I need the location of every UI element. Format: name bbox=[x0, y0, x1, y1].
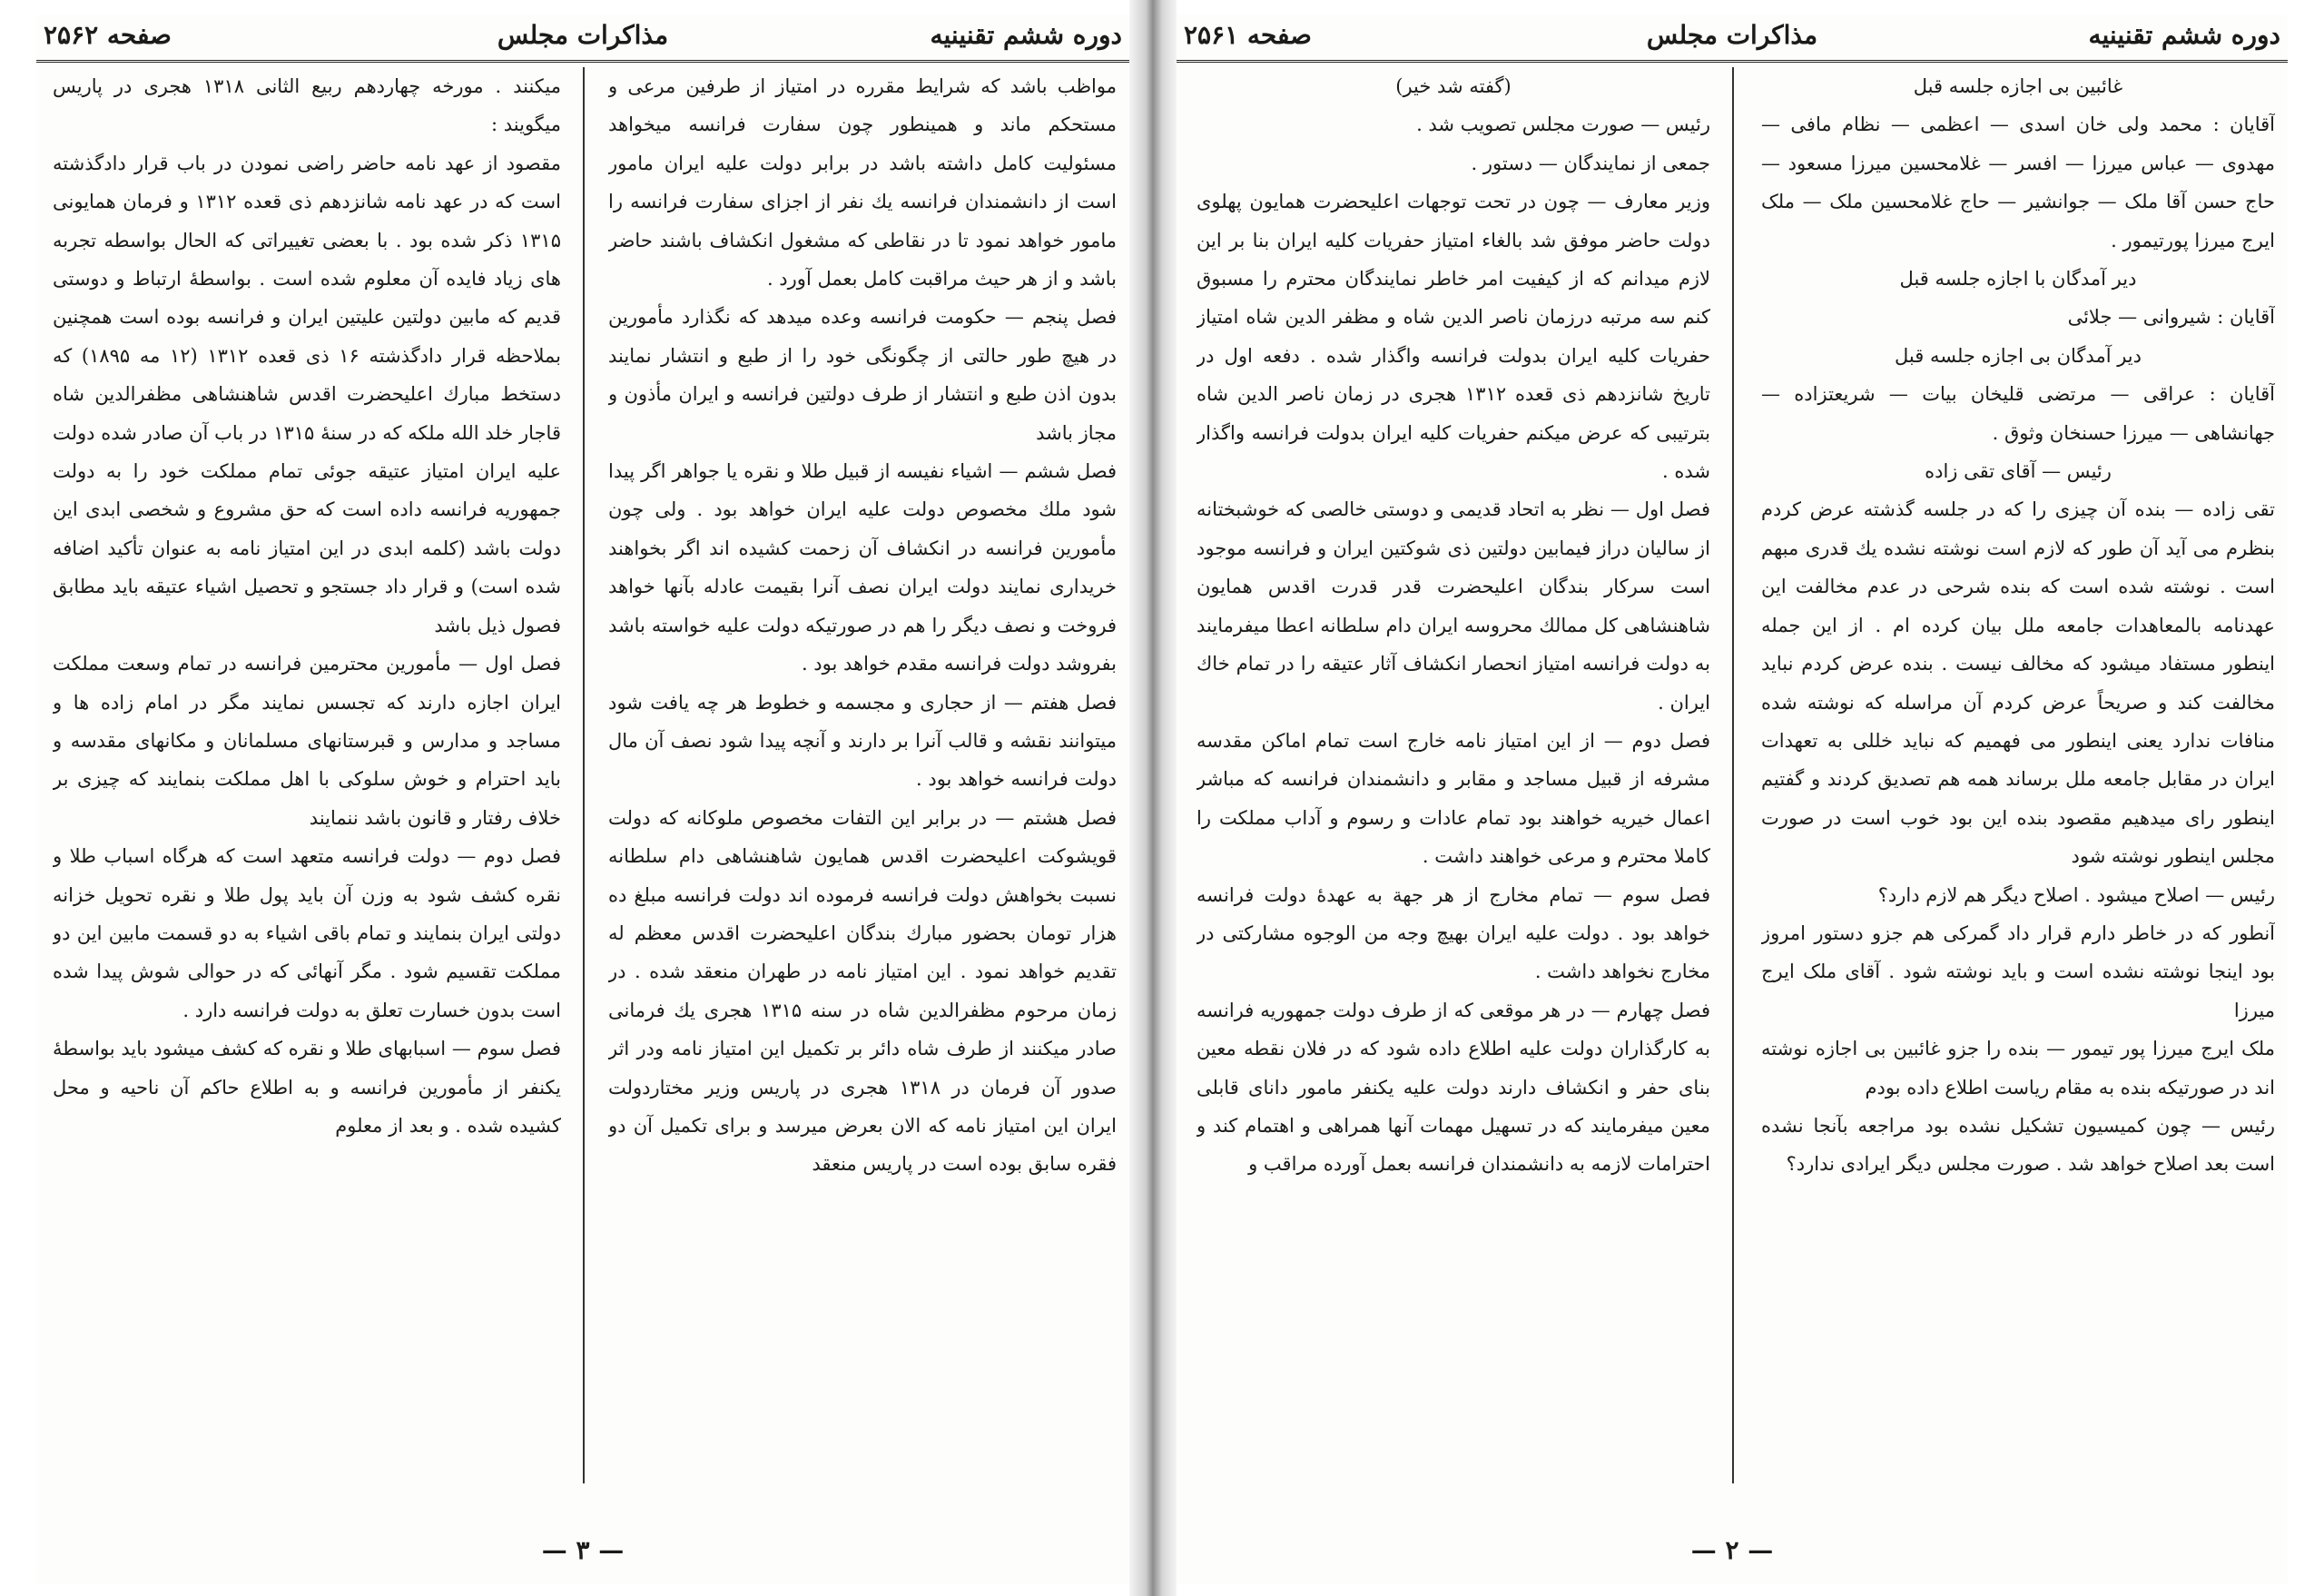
left-header-title: مذاکرات مجلس bbox=[497, 20, 669, 50]
paragraph: غائبین بی اجازه جلسه قبل bbox=[1913, 75, 2123, 97]
paragraph: فصل ششم — اشیاء نفیسه از قبیل طلا و نقره یا جواهر اگر پیدا شود ملك مخصوص دولت علیه ایران خواهد بود . ولی چون مأمورین فرانسه در انکشاف آن زحمت کشیده اند اگر بخواهند خریداری نمایند دولت ایران نصف آنرا بقیمت عادله بآنها خواهد فروخت و نصف دیگر را هم در صورتیکه دولت علیه خواسته باشد بفروشد دولت فرانسه مقدم خواهد بود . bbox=[608, 460, 1117, 675]
left-header-page-number: صفحه ۲۵۶۲ bbox=[44, 20, 172, 50]
paragraph: رئیس — چون کمیسیون تشکیل نشده بود مراجعه بآنجا نشده است بعد اصلاح خواهد شد . صورت مجلس دیگر ایرادی ندارد؟ bbox=[1761, 1114, 2275, 1176]
left-page bbox=[36, 15, 1129, 1583]
paragraph: فصل دوم — دولت فرانسه متعهد است که هرگاه اسباب طلا و نقره کشف شود به وزن آن باید پول طلا و نقره تحویل خزانه دولتی ایران بنمایند و تمام باقی اشیاء به دو قسمت مابین این دو مملکت تقسیم شود . مگر آنهائی که در حوالی شوش پیدا شده است بدون خسارت تعلق به دولت فرانسه دارد . bbox=[53, 845, 561, 1021]
right-page-header bbox=[1177, 15, 2288, 63]
paragraph: مقصود از عهد نامه حاضر راضی نمودن در باب قرار دادگذشته است که در عهد نامه شانزدهم ذی قعده ۱۳۱۲ و فرمان همایونی ۱۳۱۵ ذکر شده بود . با بعضی تغییراتی که الحال بواسطه تجربه های زیاد فایده آن معلوم شده است . بواسطهٔ ارتباط و دوستی قدیم که مابین دولتین علیتین ایران و فرانسه بوده است همچنین بملاحظه قرار دادگذشته ۱۶ ذی قعده ۱۳۱۲ (۱۲ مه ۱۸۹۵) که دستخط مبارك اعلیحضرت اقدس شاهنشاهی مظفرالدین شاه قاجار خلد الله ملکه که در سنهٔ ۱۳۱۵ در باب آن صادر شده دولت علیه ایران امتیاز عتیقه جوئی تمام مملکت خود را به دولت جمهوریه فرانسه داده است که حق مشروع و شخصی ابدی این دولت باشد (کلمه ابدی در این امتیاز نامه به عنوان تأکید اضافه شده است) و قرار داد جستجو و تحصیل اشیاء عتیقه باید مطابق فصول ذیل باشد bbox=[53, 152, 561, 636]
right-page bbox=[1177, 15, 2288, 1583]
paragraph: ملک ایرج میرزا پور تیمور — بنده را جزو غائبین بی اجازه نوشته اند در صورتیکه بنده به مقام ریاست اطلاع داده بودم bbox=[1761, 1038, 2275, 1098]
paragraph: رئیس — اصلاح میشود . اصلاح دیگر هم لازم دارد؟ bbox=[1877, 883, 2275, 906]
paragraph: وزیر معارف — چون در تحت توجهات اعلیحضرت همایون پهلوی دولت حاضر موفق شد بالغاء امتیاز حفریات کلیه ایران بنا بر این لازم میدانم که از کیفیت امر خاطر نمایندگان محترم را مسبوق کنم سه مرتبه درزمان ناصر الدین شاه و مظفر الدین شاه امتیاز حفریات کلیه ایران بدولت فرانسه واگذار شده . دفعه اول در تاریخ شانزدهم ذی قعده ۱۳۱۲ هجری در زمان ناصر الدین شاه بترتیبی که عرض میکنم حفریات کلیه ایران بدولت فرانسه واگذار شده . bbox=[1196, 191, 1710, 483]
left-page-right-column bbox=[608, 67, 1117, 1483]
paragraph: فصل پنجم — حکومت فرانسه وعده میدهد که نگذارد مأمورین در هیچ طور حالتی از چگونگی خود را از طبع و انتشار نمایند بدون اذن طبع و انتشار از طرف دولتین فرانسه و ایران مأذون و مجاز باشد bbox=[608, 306, 1117, 444]
paragraph: آقایان : محمد ولی خان اسدی — اعظمی — نظام مافی — مهدوی — عباس میرزا — افسر — غلامحسین میرزا مسعود — حاج حسن آقا ملک — جوانشیر — حاج غلامحسین ملک — ملک ایرج میرزا پورتیمور . bbox=[1761, 113, 2275, 251]
paragraph: فصل اول — مأمورین محترمین فرانسه در تمام وسعت مملکت ایران اجازه دارند که تجسس نمایند مگر در امام زاده ها و مساجد و مدارس و قبرستانهای مسلمانان و مکانهای مقدسه و باید احترام و خوش سلوکی با اهل مملکت بنمایند که چیزی بر خلاف رفتار و قانون باشد ننمایند bbox=[53, 653, 561, 829]
left-header-session: دوره ششم تقنینیه bbox=[930, 20, 1122, 50]
paragraph: آقایان : عراقی — مرتضی قلیخان بیات — شریعتزاده — جهانشاهی — میرزا حسنخان وثوق . bbox=[1761, 383, 2275, 444]
paragraph: فصل سوم — تمام مخارج از هر جهة به عهدهٔ دولت فرانسه خواهد بود . دولت علیه ایران بهیچ وجه من الوجوه مشارکتی در مخارج نخواهد داشت . bbox=[1196, 883, 1710, 983]
column-divider bbox=[583, 67, 585, 1483]
right-header-page-number: صفحه ۲۵۶۱ bbox=[1184, 20, 1312, 50]
paragraph: فصل دوم — از این امتیاز نامه خارج است تمام اماکن مقدسه مشرفه از قبیل مساجد و مقابر و دانشمندان فرانسه که مباشر اعمال خیریه خواهند بود تمام عادات و رسوم و آداب مملکت را کاملا محترم و مرعی خواهند داشت . bbox=[1196, 729, 1710, 868]
paragraph: فصل هفتم — از حجاری و مجسمه و خطوط هر چه یافت شود میتوانند نقشه و قالب آنرا بر دارند و آنچه پیدا شود نصف آن مال دولت فرانسه خواهد بود . bbox=[608, 691, 1117, 791]
paragraph: میکنند . مورخه چهاردهم ربیع الثانی ۱۳۱۸ هجری در پاریس میگویند : bbox=[53, 75, 561, 136]
right-page-left-column bbox=[1196, 67, 1710, 1483]
paragraph: جمعی از نمایندگان — دستور . bbox=[1471, 152, 1710, 174]
column-divider bbox=[1732, 67, 1734, 1483]
right-page-folio: — ۲ — bbox=[1690, 1535, 1774, 1565]
paragraph: رئیس — صورت مجلس تصویب شد . bbox=[1416, 113, 1710, 136]
paragraph: دیر آمدگان بی اجازه جلسه قبل bbox=[1895, 344, 2142, 367]
paragraph: مواظب باشد که شرایط مقرره در امتیاز از طرفین مرعی و مستحکم ماند و همینطور چون سفارت فرانسه میخواهد مسئولیت کامل داشته باشد در برابر دولت علیه ایران مامور است از دانشمندان فرانسه یك نفر از اجزای سفارت فرانسه را مامور خواهد نمود تا در نقاطی که مشغول انکشاف باشند حاضر باشد و از هر حیث مراقبت کامل بعمل آورد . bbox=[608, 75, 1117, 291]
paragraph: آقایان : شیروانی — جلائی bbox=[2067, 306, 2275, 329]
left-page-header bbox=[36, 15, 1129, 63]
right-header-session: دوره ششم تقنینیه bbox=[2088, 20, 2280, 50]
book-gutter bbox=[1129, 0, 1177, 1596]
paragraph: آنطور که در خاطر دارم قرار داد گمرکی هم جزو دستور امروز بود اینجا نوشته نشده است و باید نوشته شود . آقای ملک ایرج میرزا bbox=[1761, 921, 2275, 1021]
left-page-folio: — ۳ — bbox=[541, 1535, 625, 1565]
paragraph: تقی زاده — بنده آن چیزی را که در جلسه گذشته عرض کردم بنظرم می آید آن طور که لازم است نوشته نشده یك قدری مبهم است . نوشته شده است که بنده شرحی در عدم مخالفت این عهدنامه بالمعاهدات جامعه ملل بیان کرده ام . از این جمله اینطور مستفاد میشود که مخالف نیست . بنده عرض کردم نباید مخالفت کند و صریحاً عرض کردم آن مراسله که نوشته شده منافات ندارد یعنی اینطور می فهمیم که نباید خللی به تعهدات ایران در مقابل جامعه ملل برساند همه هم تصدیق کردند و گفتیم اینطور رای میدهیم مقصود بنده این بود خوب است در صورت مجلس اینطور نوشته شود bbox=[1761, 498, 2275, 868]
paragraph: فصل اول — نظر به اتحاد قدیمی و دوستی خالصی که خوشبختانه از سالیان دراز فیمابین دولتین ذی شوکتین ایران و فرانسه موجود است سرکار بندگان اعلیحضرت قدر قدرت اقدس همایون شاهنشاهی کل ممالك محروسه ایران دام سلطانه اعطا میفرمایند به دولت فرانسه امتیاز انحصار انکشاف آثار عتیقه را در تمام خاك ایران . bbox=[1196, 498, 1710, 714]
right-header-title: مذاکرات مجلس bbox=[1646, 20, 1818, 50]
paragraph: فصل چهارم — در هر موقعی که از طرف دولت جمهوریه فرانسه به کارگذاران دولت علیه اطلاع داده شود که در فلان نقطه معین بنای حفر و انکشاف دارند دولت علیه یکنفر مامور دانای قابلی معین میفرمایند که در تسهیل مهمات آنها همراهی و اهتمام کند و احترامات لازمه به دانشمندان فرانسه بعمل آورده مراقب و bbox=[1196, 999, 1710, 1176]
paragraph: فصل سوم — اسبابهای طلا و نقره که کشف میشود باید بواسطهٔ یکنفر از مأمورین فرانسه و به اطلاع حاکم آن ناحیه و محل کشیده شده . و بعد از معلوم bbox=[53, 1038, 561, 1137]
paragraph: رئیس — آقای تقی زاده bbox=[1925, 460, 2112, 483]
right-page-right-column bbox=[1761, 67, 2275, 1483]
paragraph: فصل هشتم — در برابر این التفات مخصوص ملوکانه که دولت قویشوکت اعلیحضرت اقدس همایون شاهنشاهی دام سلطانه نسبت بخواهش دولت فرانسه فرموده اند دولت فرانسه مبلغ ده هزار تومان بحضور مبارك بندگان اعلیحضرت اقدس معظم له تقدیم خواهد نمود . این امتیاز نامه در طهران منعقد شده . در زمان مرحوم مظفرالدین شاه در سنه ۱۳۱۵ هجری یك فرمانی صادر میکنند از طرف شاه دائر بر تکمیل این امتیاز نامه ودر اثر صدور آن فرمان در ۱۳۱۸ هجری در پاریس وزیر مختاردولت ایران این امتیاز نامه که الان بعرض میرسد و برای تکمیل آن دو فقره سابق بوده است در پاریس منعقد bbox=[608, 806, 1117, 1176]
paragraph: دیر آمدگان با اجازه جلسه قبل bbox=[1899, 268, 2137, 291]
paragraph: (گفته شد خیر) bbox=[1395, 75, 1512, 97]
left-page-left-column bbox=[53, 67, 561, 1483]
